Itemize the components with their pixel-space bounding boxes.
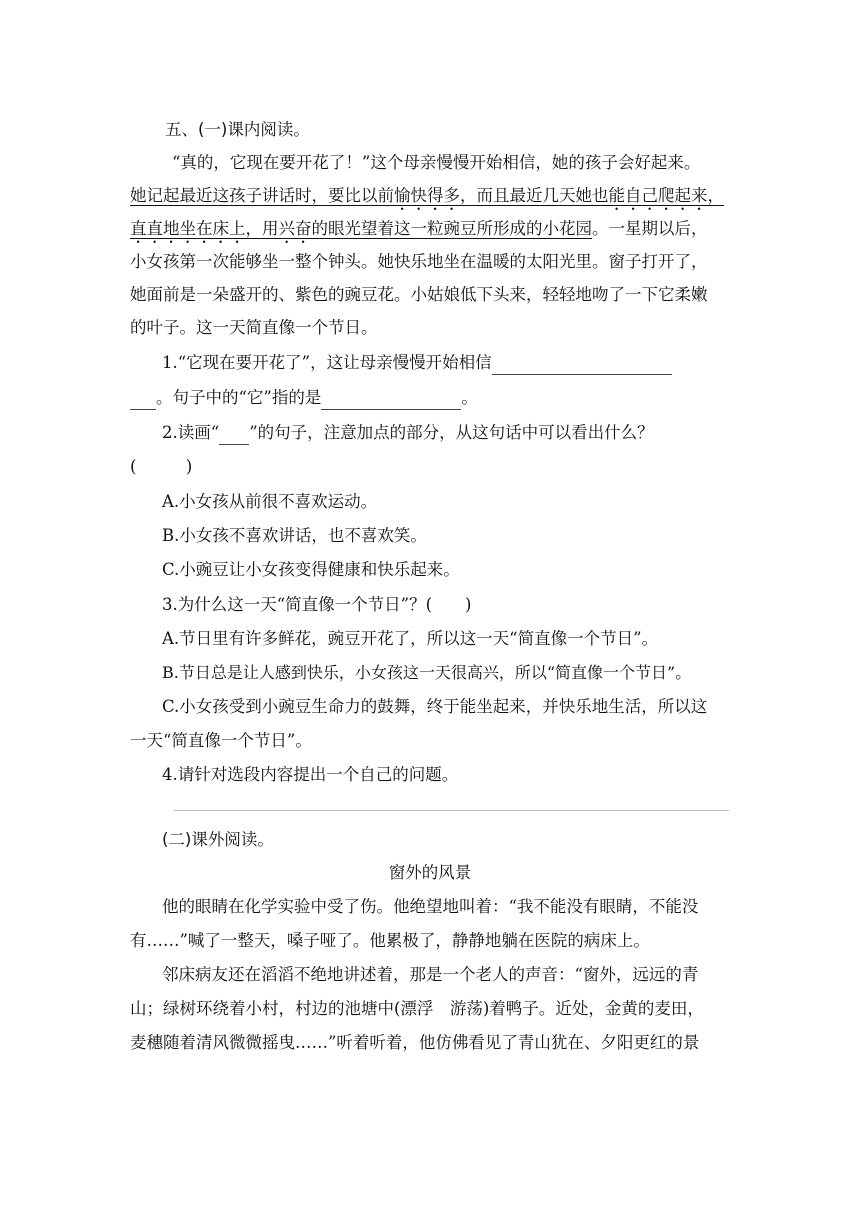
section1-heading: 五、(一)课内阅读。 xyxy=(165,120,310,139)
question-3-option-c-line-2[interactable]: 一天“简直像一个节日”。 xyxy=(130,731,312,750)
underlined-text: 的眼光望着这一粒豌豆所形成的小花园 xyxy=(311,219,592,238)
passage2-line-3: 邻床病友还在滔滔不绝地讲述着，那是一个老人的声音：“窗外，远远的青 xyxy=(162,965,699,984)
passage2-line-1: 他的眼睛在化学实验中受了伤。他绝望地叫着：“我不能没有眼睛，不能没 xyxy=(162,897,699,916)
question-2-text: 2.读画“ xyxy=(162,423,220,442)
question-1-line-1 xyxy=(162,351,762,375)
underlined-text: 她记起最近这孩子讲话时，要比以前 xyxy=(130,186,394,205)
underlined-text: ，而且最近几天她也 xyxy=(460,186,609,205)
question-2-line-1 xyxy=(162,421,762,445)
underlined-text: ，用 xyxy=(245,219,279,238)
question-2-text-2: ”的句子，注意加点的部分，从这句话中可以看出什么？ xyxy=(249,423,654,442)
question-3-option-b[interactable]: B.节日总是让人感到快乐，小女孩这一天很高兴，所以“简直像一个节日”。 xyxy=(162,663,692,682)
passage2-line-2: 有……”喊了一整天，嗓子哑了。他累极了，静静地躺在医院的病床上。 xyxy=(130,931,650,950)
underline-mark xyxy=(219,426,249,445)
question-1-end: 。 xyxy=(461,388,478,407)
answer-line[interactable] xyxy=(174,810,729,811)
article-title: 窗外的风景 xyxy=(388,863,472,882)
passage2-line-4: 山；绿树环绕着小村，村边的池塘中(漂浮 游荡)着鸭子。近处，金黄的麦田， xyxy=(130,999,704,1018)
dotted-text: 直直地坐在床上 xyxy=(130,219,246,238)
passage-text: 。一星期以后， xyxy=(592,219,708,238)
question-1-text-2: 。句子中的“它”指的是 xyxy=(156,388,322,407)
question-1-text: 1.“它现在要开花了”，这让母亲慢慢开始相信 xyxy=(162,353,492,372)
question-2-option-c[interactable]: C.小豌豆让小女孩变得健康和快乐起来。 xyxy=(162,560,460,579)
passage1-line-4: 小女孩第一次能够坐一整个钟头。她快乐地坐在温暖的太阳光里。窗子打开了， xyxy=(130,252,708,271)
dotted-text: 兴奋 xyxy=(278,219,312,238)
dotted-text: 愉快得多 xyxy=(394,186,460,205)
dotted-text: 能自己爬起来 xyxy=(608,186,708,205)
question-3-option-c-line-1[interactable]: C.小女孩受到小豌豆生命力的鼓舞，终于能坐起来，并快乐地生活，所以这 xyxy=(162,697,708,716)
question-2-option-a[interactable]: A.小女孩从前很不喜欢运动。 xyxy=(162,492,378,511)
underlined-text: ， xyxy=(707,186,724,205)
answer-blank[interactable] xyxy=(321,391,461,410)
passage1-line-5: 她面前是一朵盛开的、紫色的豌豆花。小姑娘低下头来，轻轻地吻了一下它柔嫩 xyxy=(130,285,708,304)
passage2-line-5: 麦穗随着清风微微摇曳……”听着听着，他仿佛看见了青山犹在、夕阳更红的景 xyxy=(130,1033,700,1052)
question-4: 4.请针对选段内容提出一个自己的问题。 xyxy=(162,765,459,784)
answer-blank[interactable] xyxy=(492,356,672,375)
passage1-line-1: “真的，它现在要开花了！”这个母亲慢慢开始相信，她的孩子会好起来。 xyxy=(172,153,701,172)
answer-blank[interactable] xyxy=(130,391,156,410)
question-3: 3.为什么这一天“简直像一个节日”？( ) xyxy=(162,595,472,614)
question-2-option-b[interactable]: B.小女孩不喜欢讲话，也不喜欢笑。 xyxy=(162,526,427,545)
section2-heading: (二)课外阅读。 xyxy=(162,830,274,849)
passage1-line-2 xyxy=(130,184,730,214)
passage1-line-6: 的叶子。这一天简直像一个节日。 xyxy=(130,318,378,337)
question-2-answer-bracket[interactable]: ( ) xyxy=(130,457,193,476)
passage1-line-3 xyxy=(130,217,730,247)
question-1-line-2 xyxy=(130,386,730,410)
question-3-option-a[interactable]: A.节日里有许多鲜花，豌豆开花了，所以这一天“简直像一个节日”。 xyxy=(162,629,659,648)
